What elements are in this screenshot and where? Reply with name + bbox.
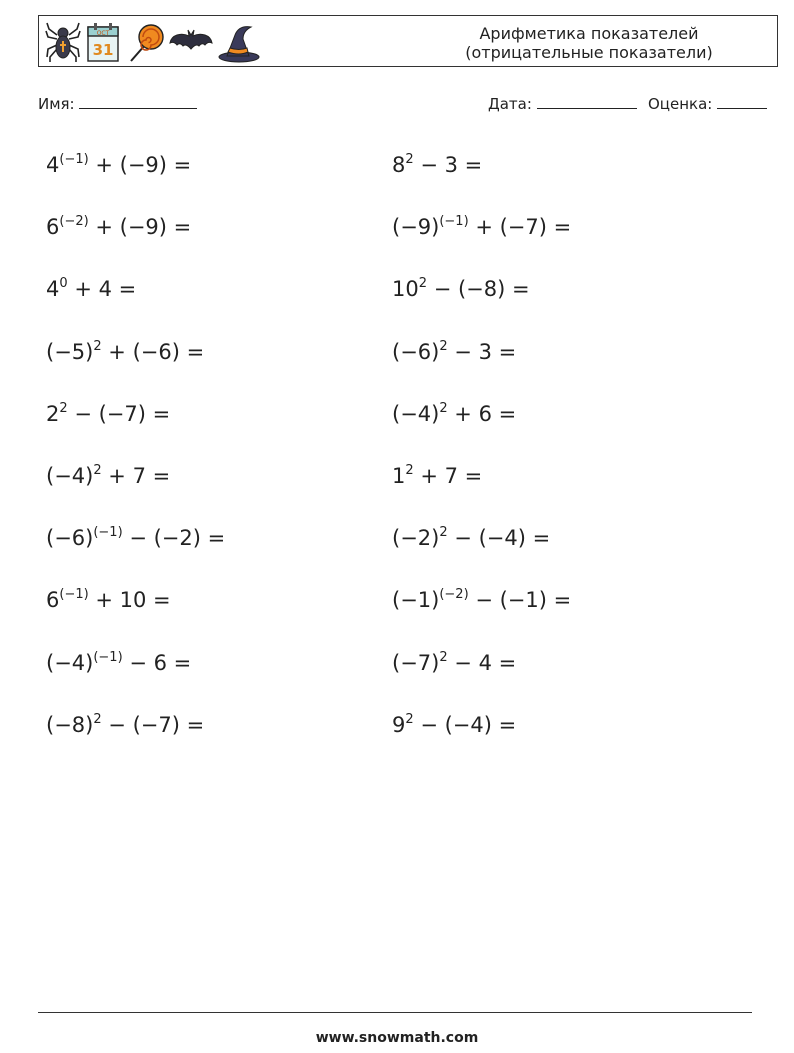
problem-base: (−9) <box>392 215 440 239</box>
problem-right-9 <box>392 648 516 678</box>
problem-operation: + (−9) = <box>88 215 192 239</box>
problem-operation: + 4 = <box>67 277 137 301</box>
problem-operation: − (−1) = <box>468 588 572 612</box>
problem-left-7 <box>46 523 225 553</box>
problem-base: 2 <box>46 402 60 426</box>
problem-operation: + (−6) = <box>101 340 205 364</box>
grade-label: Оценка: <box>648 95 713 113</box>
footer-url: www.snowmath.com <box>315 1030 479 1046</box>
name-label: Имя: <box>38 95 75 113</box>
problem-operation: − (−2) = <box>122 526 226 550</box>
grade-blank[interactable] <box>717 94 767 109</box>
problem-base: (−8) <box>46 713 94 737</box>
problem-exponent: 2 <box>93 339 102 354</box>
problem-exponent: (−2) <box>439 587 469 602</box>
problem-exponent: 2 <box>405 463 414 478</box>
problem-left-5 <box>46 399 170 429</box>
problem-exponent: (−1) <box>93 650 123 665</box>
problem-right-1 <box>392 150 482 180</box>
problem-left-2 <box>46 212 191 242</box>
problem-right-6 <box>392 461 482 491</box>
problem-right-4 <box>392 337 516 367</box>
svg-text:OCT: OCT <box>96 30 110 37</box>
name-field <box>38 94 197 113</box>
problem-base: (−4) <box>46 464 94 488</box>
problem-exponent: 2 <box>439 401 448 416</box>
date-blank[interactable] <box>537 94 637 109</box>
problem-operation: − 4 = <box>447 651 517 675</box>
title-line-1: Арифметика показателей <box>479 24 699 43</box>
problem-operation: − 3 = <box>447 340 517 364</box>
problem-base: (−4) <box>392 402 440 426</box>
spider-icon <box>45 21 81 63</box>
problem-left-9 <box>46 648 191 678</box>
problem-base: 6 <box>46 215 60 239</box>
problem-exponent: 2 <box>405 152 414 167</box>
problem-operation: + 7 = <box>413 464 483 488</box>
problem-right-10 <box>392 710 516 740</box>
problem-exponent: 2 <box>93 463 102 478</box>
problem-base: 8 <box>392 153 406 177</box>
problem-operation: − (−4) = <box>447 526 551 550</box>
problem-operation: + (−9) = <box>88 153 192 177</box>
worksheet-title <box>419 24 759 62</box>
problem-exponent: 2 <box>59 401 68 416</box>
problem-operation: − (−4) = <box>413 713 517 737</box>
svg-text:31: 31 <box>92 41 114 59</box>
problem-base: 4 <box>46 277 60 301</box>
problem-base: 10 <box>392 277 419 301</box>
problem-left-4 <box>46 337 204 367</box>
problem-left-6 <box>46 461 170 491</box>
problem-exponent: 2 <box>439 650 448 665</box>
problem-exponent: (−1) <box>59 587 89 602</box>
date-label: Дата: <box>488 95 532 113</box>
footer-divider <box>38 1012 752 1013</box>
lollipop-icon <box>125 21 165 63</box>
problem-exponent: 2 <box>405 712 414 727</box>
problem-base: 4 <box>46 153 60 177</box>
problem-exponent: (−1) <box>93 525 123 540</box>
problem-left-1 <box>46 150 191 180</box>
problem-base: (−6) <box>46 526 94 550</box>
problem-operation: + (−7) = <box>468 215 572 239</box>
problem-base: (−2) <box>392 526 440 550</box>
problem-right-8 <box>392 585 571 615</box>
problem-exponent: 2 <box>93 712 102 727</box>
problem-operation: − (−8) = <box>427 277 530 301</box>
witch-hat-icon <box>217 21 261 63</box>
problem-right-5 <box>392 399 516 429</box>
problem-operation: − (−7) = <box>101 713 205 737</box>
grade-field <box>648 94 767 113</box>
problem-right-3 <box>392 274 530 304</box>
problem-base: 9 <box>392 713 406 737</box>
problem-exponent: 2 <box>439 339 448 354</box>
date-field <box>488 94 637 113</box>
problem-exponent: (−1) <box>59 152 89 167</box>
problem-left-8 <box>46 585 171 615</box>
header-icons <box>45 20 261 64</box>
problem-exponent: 2 <box>418 276 428 291</box>
problem-base: 6 <box>46 588 60 612</box>
problem-left-10 <box>46 710 204 740</box>
problem-exponent: (−2) <box>59 214 89 229</box>
problem-base: (−7) <box>392 651 440 675</box>
problem-operation: − 3 = <box>413 153 483 177</box>
problem-operation: − (−7) = <box>67 402 171 426</box>
worksheet-header <box>38 15 778 67</box>
problem-base: (−6) <box>392 340 440 364</box>
problem-exponent: 0 <box>59 276 68 291</box>
bat-icon <box>169 21 213 63</box>
problem-operation: + 10 = <box>88 588 171 612</box>
problem-left-3 <box>46 274 136 304</box>
problem-exponent: (−1) <box>439 214 469 229</box>
problem-base: (−1) <box>392 588 440 612</box>
problem-operation: + 7 = <box>101 464 171 488</box>
problem-exponent: 2 <box>439 525 448 540</box>
problem-base: (−4) <box>46 651 94 675</box>
problem-base: 1 <box>392 464 406 488</box>
problem-operation: + 6 = <box>447 402 517 426</box>
problem-right-2 <box>392 212 571 242</box>
problem-base: (−5) <box>46 340 94 364</box>
name-blank[interactable] <box>79 94 197 109</box>
problem-right-7 <box>392 523 550 553</box>
title-line-2: (отрицательные показатели) <box>465 43 713 62</box>
problem-operation: − 6 = <box>122 651 192 675</box>
calendar-oct-31-icon <box>85 21 121 63</box>
